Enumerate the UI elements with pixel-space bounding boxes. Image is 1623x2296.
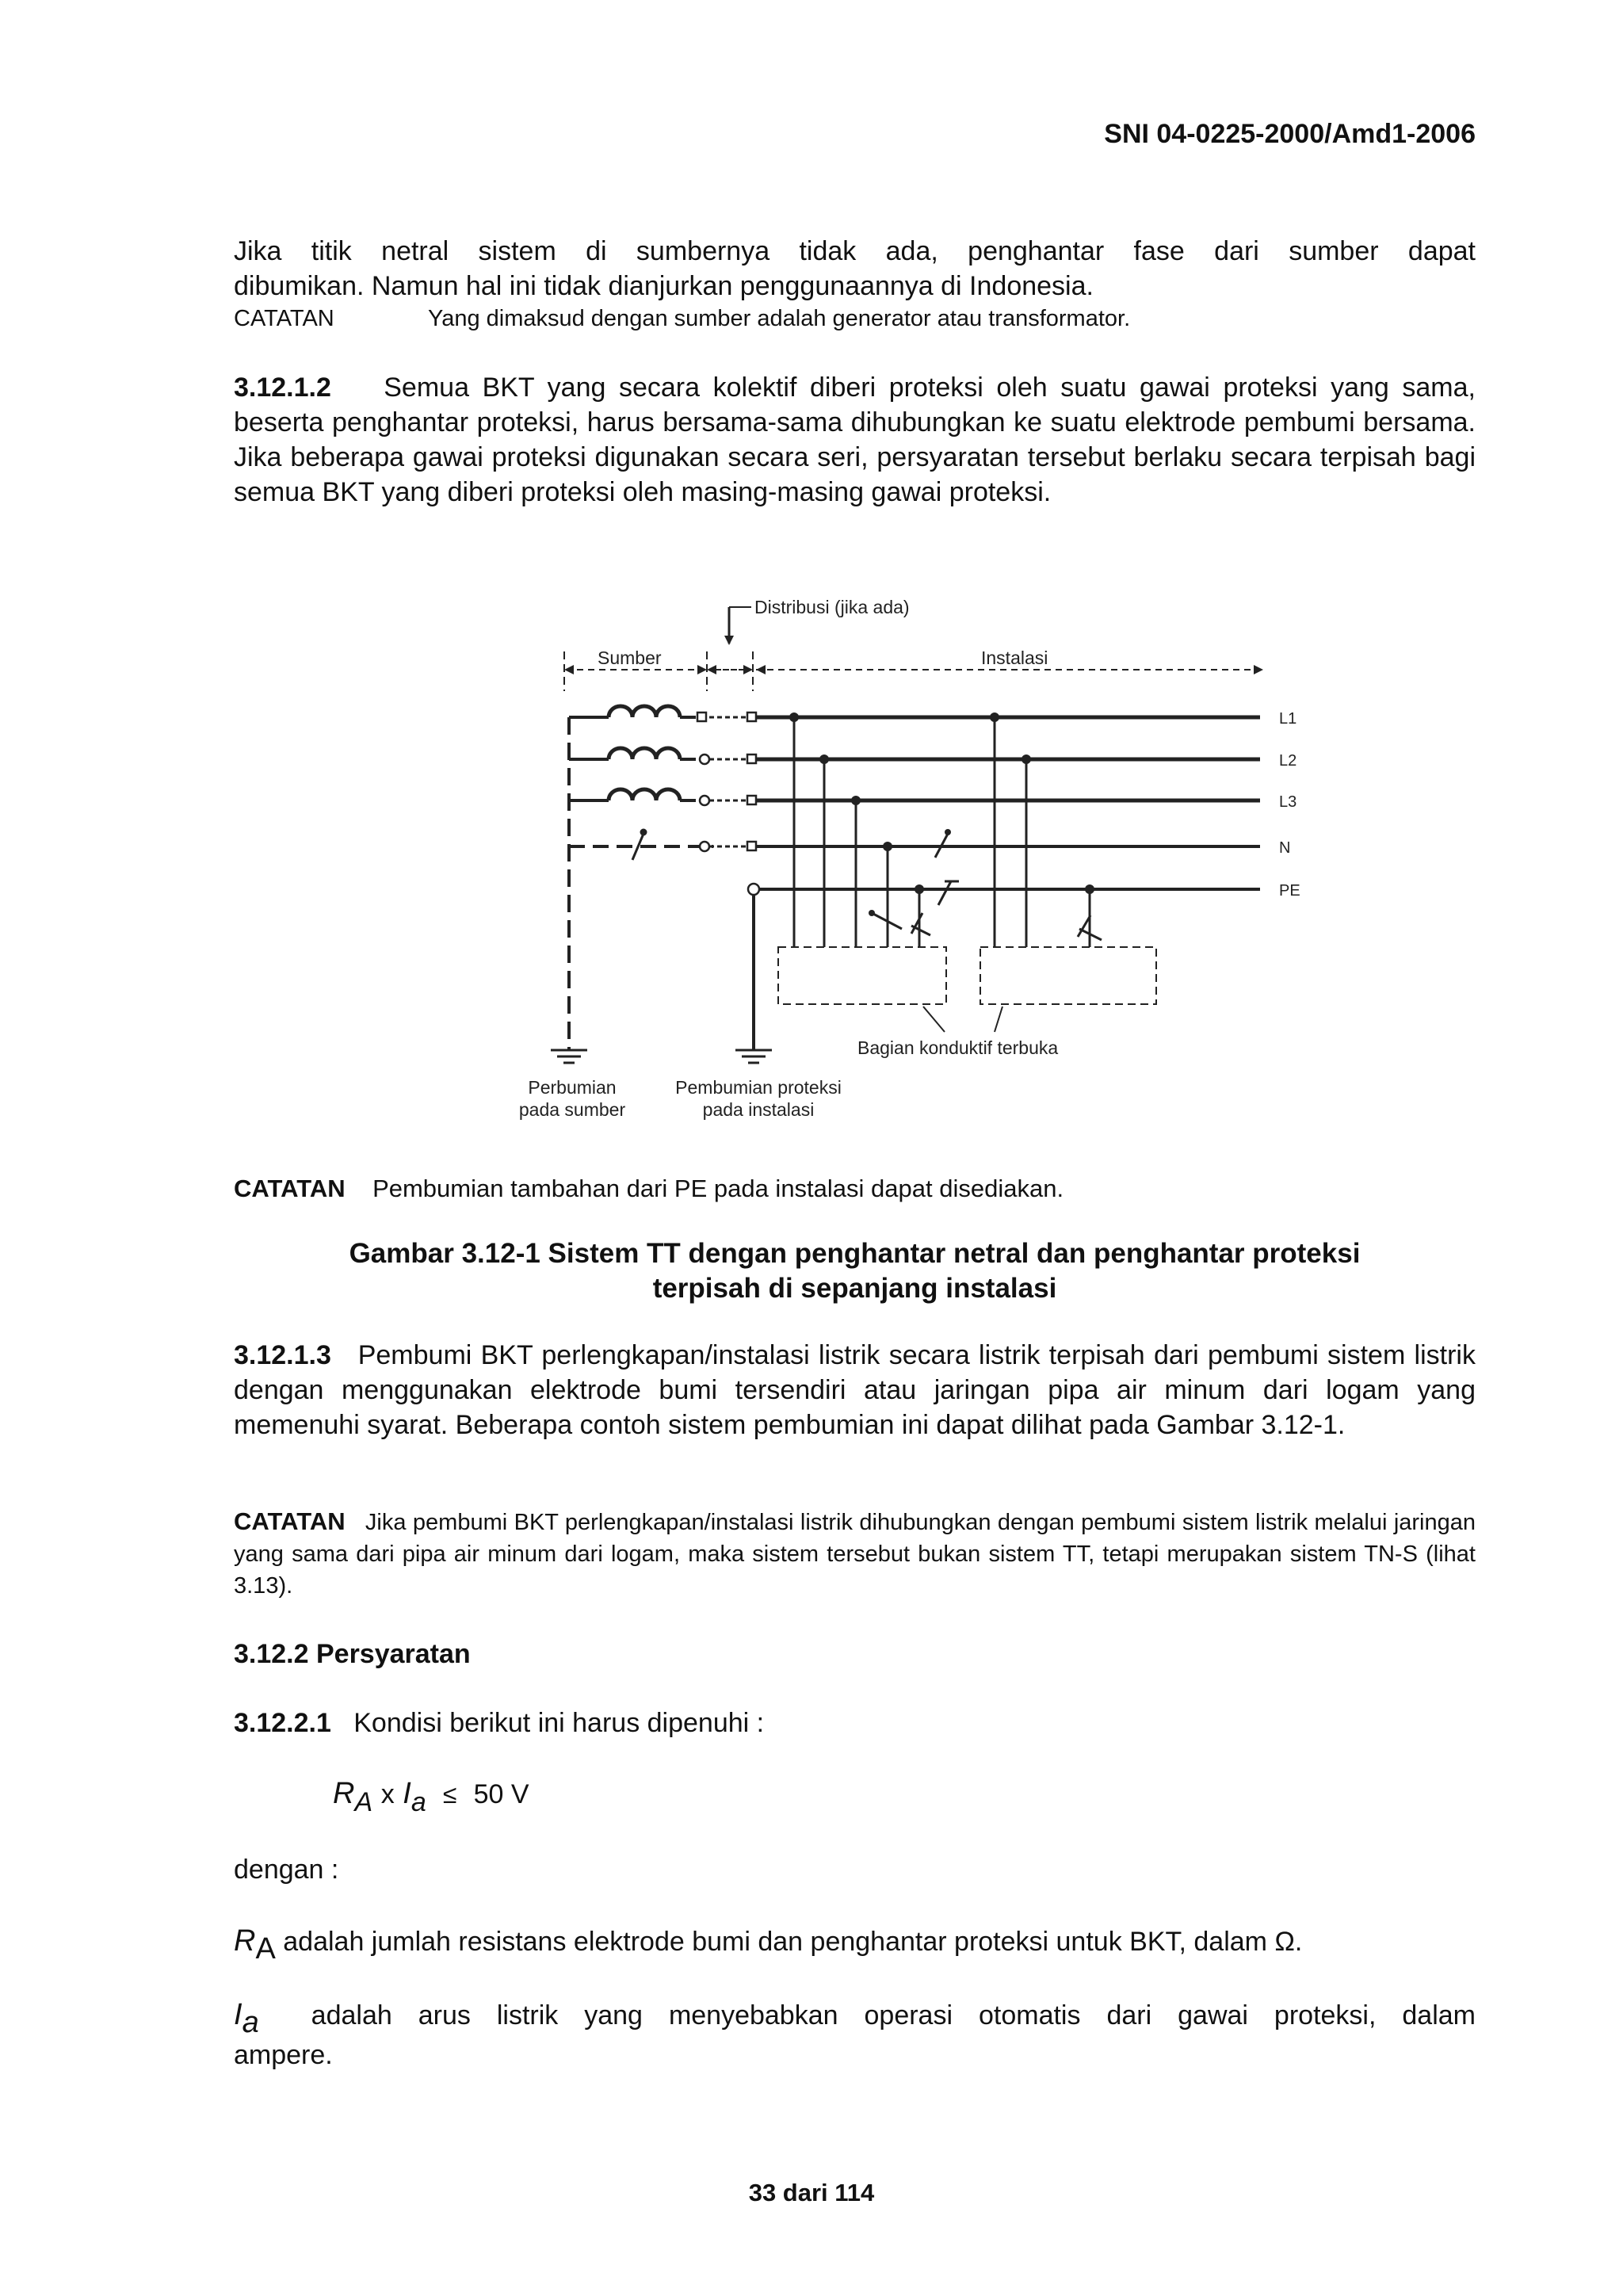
figure-caption-line-1: Gambar 3.12-1 Sistem TT dengan penghantar netral dan penghantar proteksi <box>349 1238 1361 1269</box>
formula-i-sub: a <box>411 1787 426 1817</box>
earth-source-label-1: Perbumian <box>528 1077 617 1098</box>
note-tn-s <box>234 1506 1476 1602</box>
earth-install-label-2: pada instalasi <box>702 1099 815 1120</box>
section-3-12-1-3 <box>234 1338 1476 1442</box>
formula-i: I <box>403 1777 411 1810</box>
formula-r-sub: A <box>354 1787 373 1817</box>
figure-note-label: CATATAN <box>234 1175 346 1202</box>
intro-note-label: CATATAN <box>234 306 334 331</box>
formula <box>333 1777 529 1817</box>
formula-r: R <box>333 1777 355 1810</box>
def-ia-sub: a <box>242 2006 259 2039</box>
formula-op: ≤ <box>442 1780 457 1809</box>
instalasi-label: Instalasi <box>981 648 1048 668</box>
note-label: CATATAN <box>234 1507 346 1535</box>
def-ra-symbol: R <box>234 1924 256 1958</box>
section-number: 3.12.2.1 <box>234 1708 331 1738</box>
dengan-label: dengan : <box>234 1855 339 1885</box>
distribusi-label: Distribusi (jika ada) <box>754 597 910 617</box>
section-3-12-1-2 <box>234 370 1476 510</box>
def-ia-symbol: I <box>234 1998 242 2031</box>
line-label-n: N <box>1279 839 1291 857</box>
section-text: Semua BKT yang secara kolektif diberi proteksi oleh suatu gawai proteksi yang sama, beserta penghantar proteksi, harus bersama-sama dihubungkan ke suatu elektrode pembumi bersama. Jika beberapa gawai proteksi digunakan secara seri, persyaratan tersebut berlaku secara terpisah bagi semua BKT yang diberi proteksi oleh masing-masing gawai proteksi. <box>234 372 1476 507</box>
def-ia-text-1: adalah arus listrik yang menyebabkan operasi otomatis dari gawai proteksi, dalam <box>311 2000 1476 2030</box>
definition-ia-line-1 <box>234 1997 1476 2039</box>
section-3-12-2-heading: 3.12.2 Persyaratan <box>234 1639 471 1669</box>
section-text: Kondisi berikut ini harus dipenuhi : <box>353 1708 765 1738</box>
def-ra-sub: A <box>255 1932 276 1966</box>
definition-ra <box>234 1924 1303 1966</box>
formula-value: 50 V <box>473 1779 529 1809</box>
figure-note <box>234 1175 1064 1203</box>
exposed-parts-label: Bagian konduktif terbuka <box>857 1037 1059 1058</box>
earth-source-label-2: pada sumber <box>518 1099 626 1120</box>
line-label-l2: L2 <box>1279 752 1297 770</box>
figure-caption-line-2: terpisah di sepanjang instalasi <box>652 1273 1057 1304</box>
line-label-l1: L1 <box>1279 710 1297 728</box>
section-number: 3.12.1.2 <box>234 372 331 403</box>
line-label-pe: PE <box>1279 882 1300 900</box>
formula-times: x <box>380 1779 395 1809</box>
page-number: 33 dari 114 <box>748 2179 875 2206</box>
section-number: 3.12.1.3 <box>234 1340 331 1370</box>
section-3-12-2-1 <box>234 1708 764 1739</box>
sumber-label: Sumber <box>598 648 662 668</box>
def-ra-text: adalah jumlah resistans elektrode bumi dan penghantar proteksi untuk BKT, dalam Ω. <box>283 1927 1303 1957</box>
line-label-l3: L3 <box>1279 793 1297 811</box>
intro-line-2: dibumikan. Namun hal ini tidak dianjurkan penggunaannya di Indonesia. <box>234 271 1094 301</box>
document-header: SNI 04-0225-2000/Amd1-2006 <box>1104 119 1476 149</box>
intro-line-1: Jika titik netral sistem di sumbernya tidak ada, penghantar fase dari sumber dapat <box>234 236 1476 266</box>
intro-note-text: Yang dimaksud dengan sumber adalah generator atau transformator. <box>428 306 1131 331</box>
figure-note-text: Pembumian tambahan dari PE pada instalasi dapat disediakan. <box>372 1175 1064 1202</box>
note-text: Jika pembumi BKT perlengkapan/instalasi listrik dihubungkan dengan pembumi sistem listrik melalui jaringan yang sama dari pipa air minum dari logam, maka sistem tersebut bukan sistem TT, tetapi merupakan sistem TN-S (lihat 3.13). <box>234 1510 1476 1599</box>
section-text: Pembumi BKT perlengkapan/instalasi listrik secara listrik terpisah dari pembumi sistem listrik dengan menggunakan elektrode bumi tersendiri atau jaringan pipa air minum dari logam yang memenuhi syarat. Beberapa contoh sistem pembumian ini dapat dilihat pada Gambar 3.12-1. <box>234 1340 1476 1440</box>
earth-install-label-1: Pembumian proteksi <box>675 1077 842 1098</box>
definition-ia-line-2: ampere. <box>234 2040 333 2070</box>
tt-system-diagram <box>475 579 1316 1133</box>
